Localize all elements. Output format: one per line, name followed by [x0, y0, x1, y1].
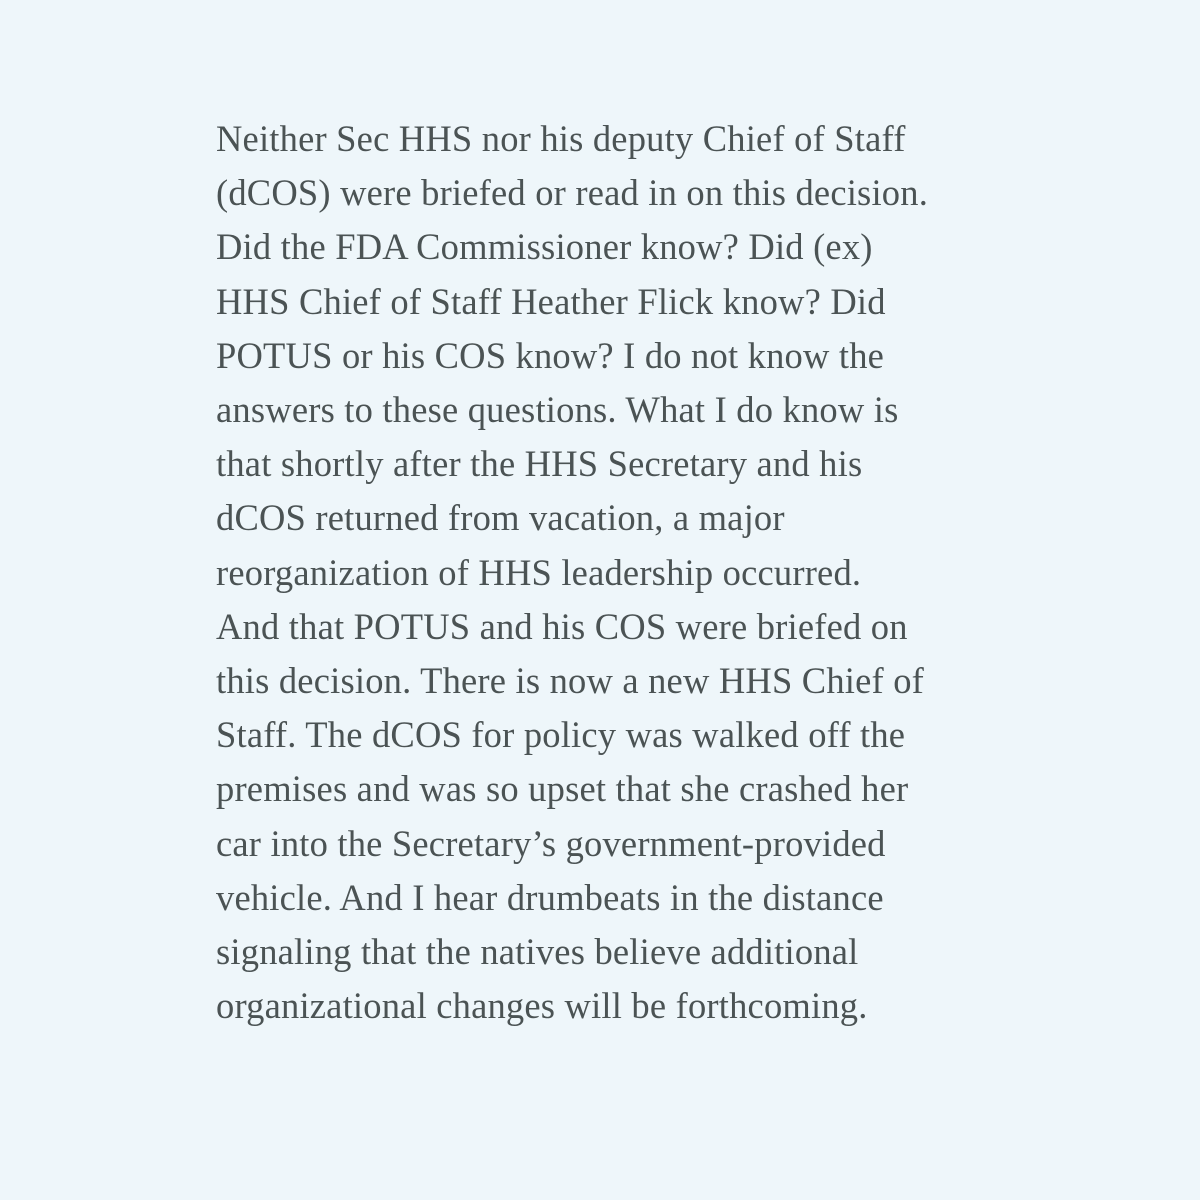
- text-line: signaling that the natives believe additional: [216, 931, 859, 973]
- text-line: (dCOS) were briefed or read in on this decision.: [216, 172, 929, 214]
- text-line: answers to these questions. What I do know is: [216, 389, 899, 431]
- text-line: premises and was so upset that she crashed her: [216, 768, 909, 810]
- text-line: Did the FDA Commissioner know? Did (ex): [216, 226, 873, 268]
- text-line: POTUS or his COS know? I do not know the: [216, 334, 885, 376]
- body-paragraph: [216, 112, 1036, 1033]
- text-line: vehicle. And I hear drumbeats in the distance: [216, 876, 884, 918]
- text-line: And that POTUS and his COS were briefed on: [216, 605, 908, 647]
- text-line: Neither Sec HHS nor his deputy Chief of Staff: [216, 118, 906, 159]
- text-line: this decision. There is now a new HHS Chief of: [216, 660, 924, 702]
- text-line: that shortly after the HHS Secretary and his: [216, 443, 863, 485]
- text-line: Staff. The dCOS for policy was walked off the: [216, 714, 906, 756]
- text-line: HHS Chief of Staff Heather Flick know? Did: [216, 280, 886, 322]
- text-line: reorganization of HHS leadership occurred.: [216, 551, 862, 593]
- text-line: dCOS returned from vacation, a major: [216, 497, 785, 539]
- text-line: organizational changes will be forthcoming.: [216, 985, 868, 1027]
- text-line: car into the Secretary’s government-provided: [216, 822, 886, 864]
